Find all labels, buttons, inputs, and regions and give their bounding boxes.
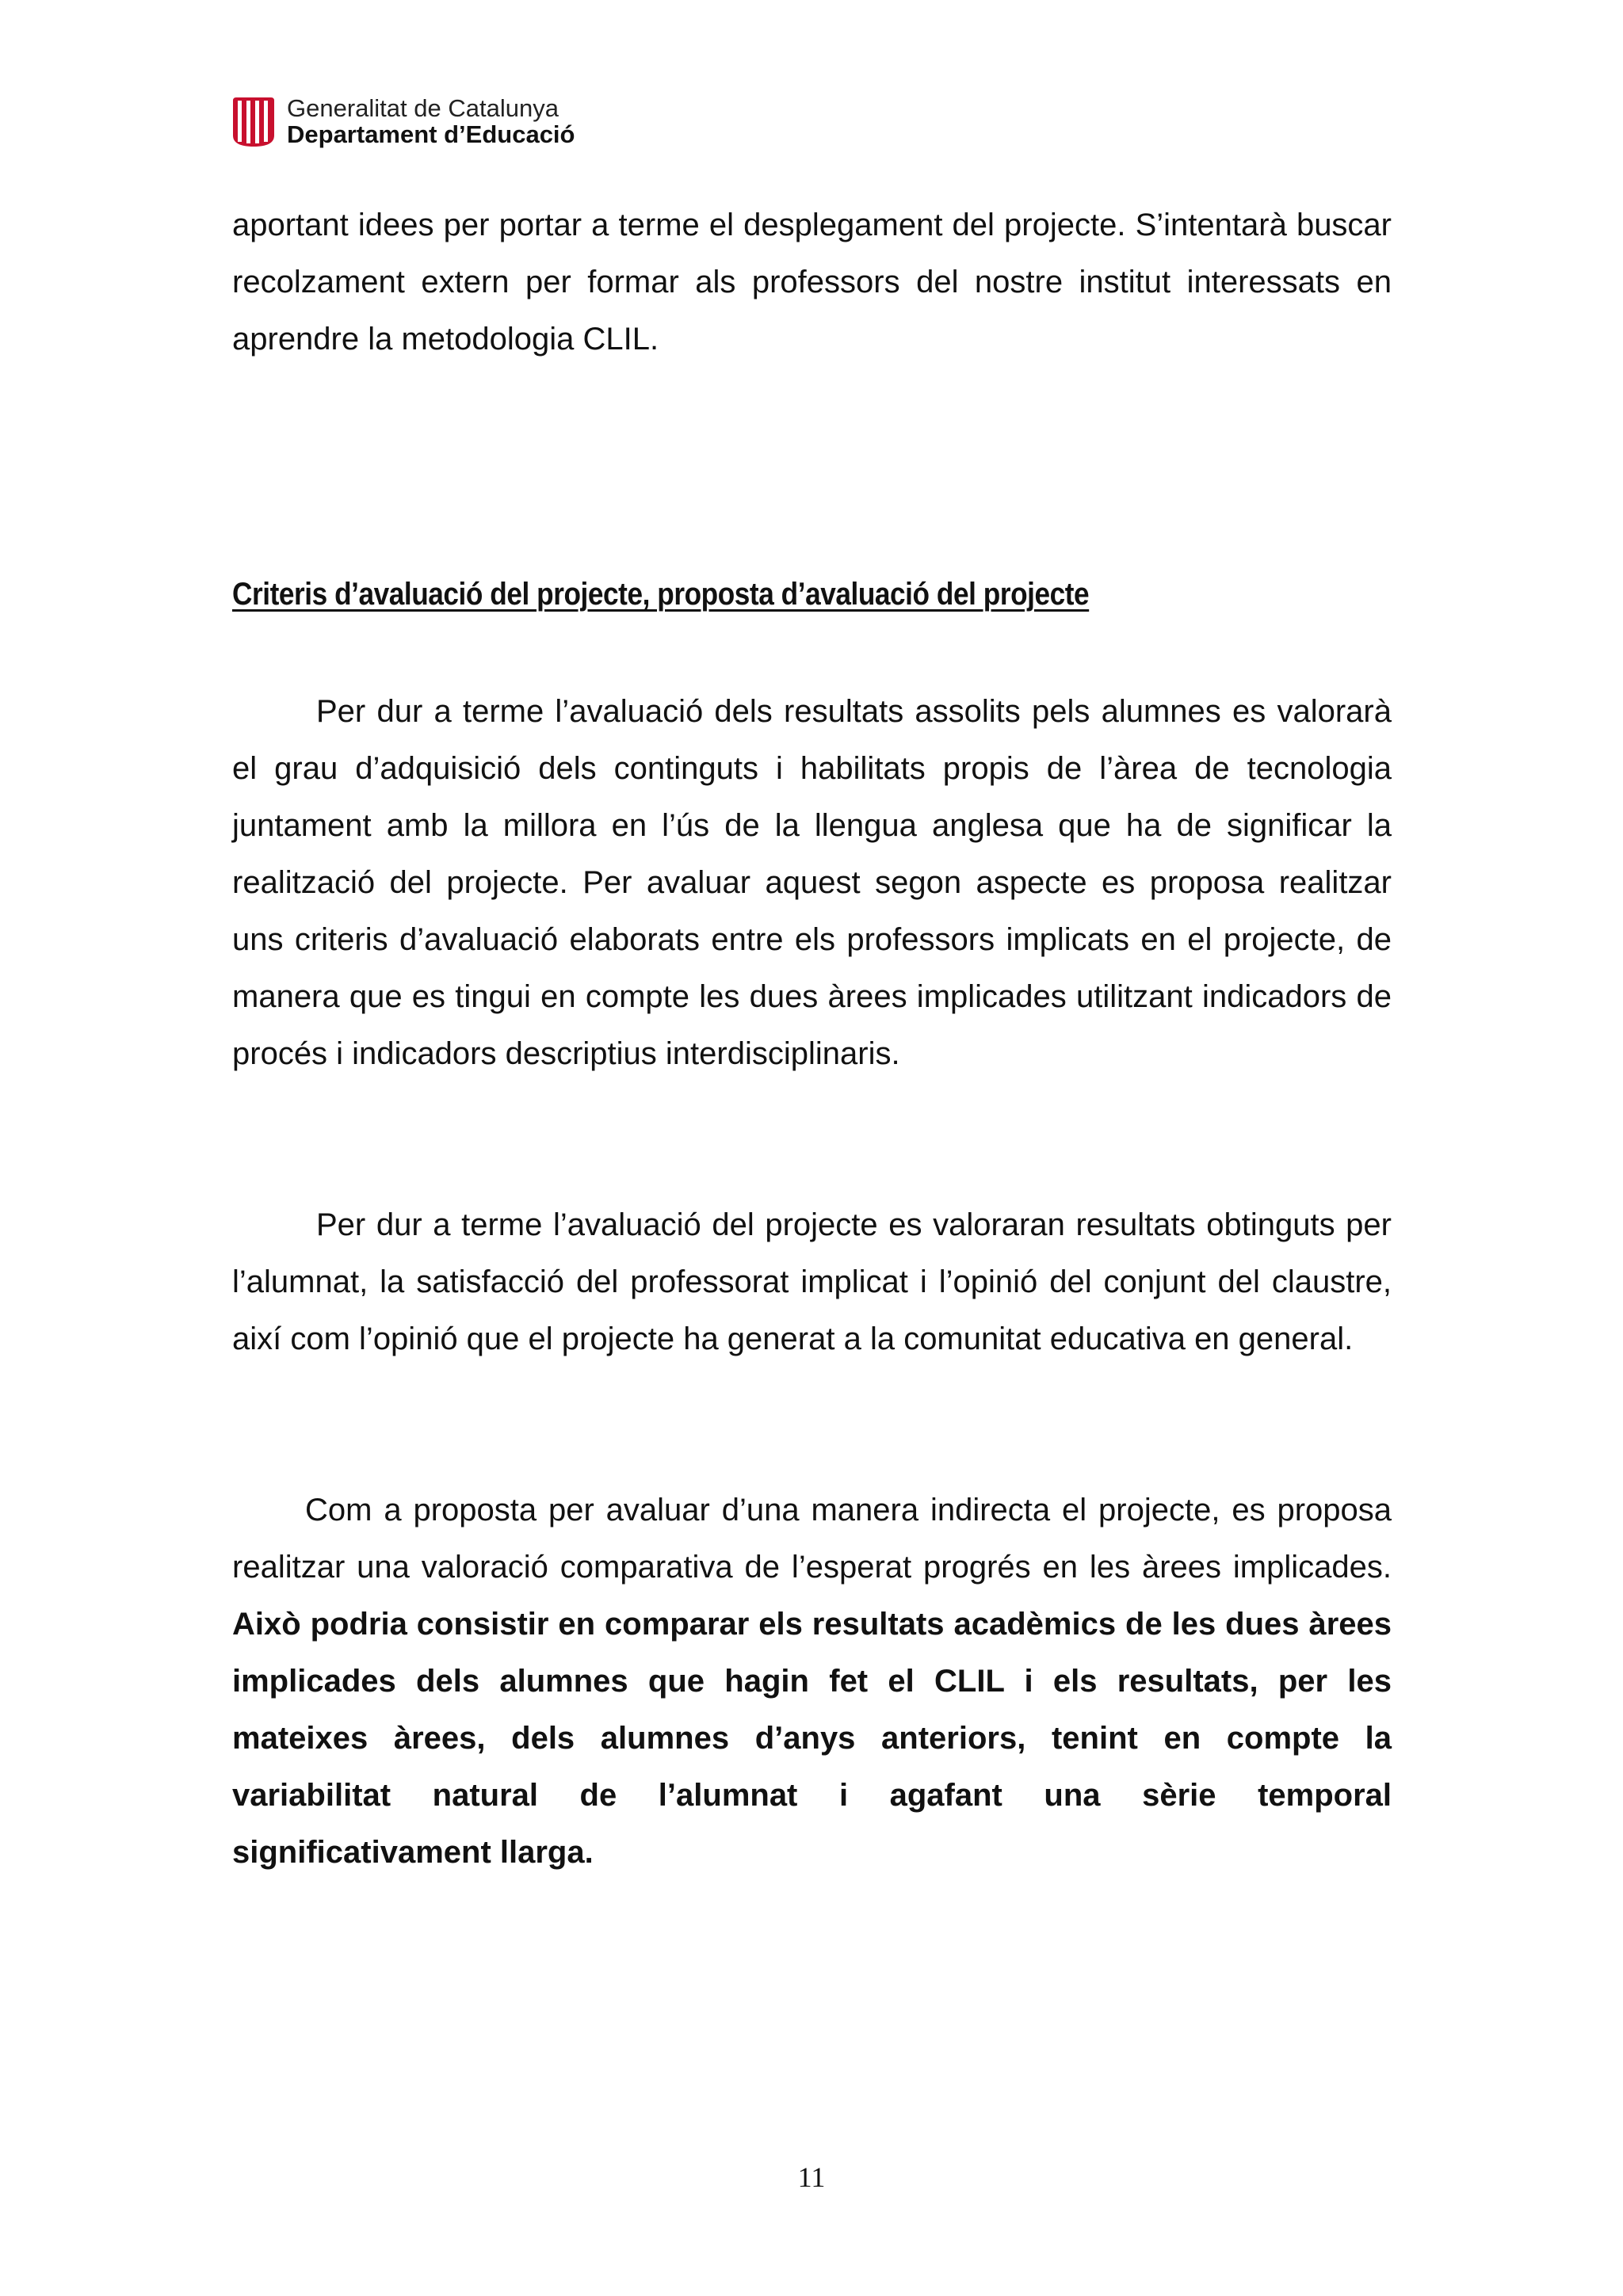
paragraph-text: Per dur a terme l’avaluació del projecte es valoraran resultats obtinguts per l’alumnat, la satisfacció del professorat implicat i l’opinió del conjunt del claustre, així com l’opinió que el projecte ha generat a la comunitat educativa en general. [232, 1207, 1392, 1356]
catalan-flag-bars-icon [231, 96, 276, 148]
paragraph-text: Per dur a terme l’avaluació dels resultats assolits pels alumnes es valorarà el grau d’adquisició dels continguts i habilitats propis de l’àrea de tecnologia juntament amb la millora en l’ús de la llengua anglesa que ha de significar la realització del projecte. Per avaluar aquest segon aspecte es proposa realitzar uns criteris d’avaluació elaborats entre els professors implicats en el projecte, de manera que es tingui en compte les dues àrees implicades utilitzant indicadors de procés i indicadors descriptius interdisciplinaris. [232, 694, 1392, 1071]
org-name: Generalitat de Catalunya [287, 94, 559, 123]
proposal-regular-text: Com a proposta per avaluar d’una manera indirecta el projecte, es proposa realitzar una valoració comparativa de l’esperat progrés en les àrees implicades. [232, 1493, 1392, 1585]
proposal-paragraph [232, 1482, 1392, 1881]
proposal-bold-text: Això podria consistir en comparar els resultats acadèmics de les dues àrees implicades dels alumnes que hagin fet el CLIL i els resultats, per les mateixes àrees, dels alumnes d’anys anteriors, tenint en compte la variabilitat natural de l’alumnat i agafant una sèrie temporal significativament llarga. [232, 1607, 1392, 1870]
continuation-paragraph [232, 196, 1392, 368]
paragraph-text: aportant idees per portar a terme el desplegament del projecte. S’intentarà buscar recolzament extern per formar als professors del nostre institut interessats en aprendre la metodologia CLIL. [232, 208, 1392, 357]
criteria-paragraph [232, 683, 1392, 1082]
page-number: 11 [797, 2161, 826, 2193]
section-heading: Criteris d’avaluació del projecte, proposta d’avaluació del projecte [232, 577, 1090, 612]
evaluation-paragraph [232, 1196, 1392, 1367]
document-header [231, 95, 575, 149]
header-text [287, 96, 575, 147]
department-name: Departament d’Educació [287, 120, 575, 148]
paragraph-text [232, 1482, 1392, 1881]
